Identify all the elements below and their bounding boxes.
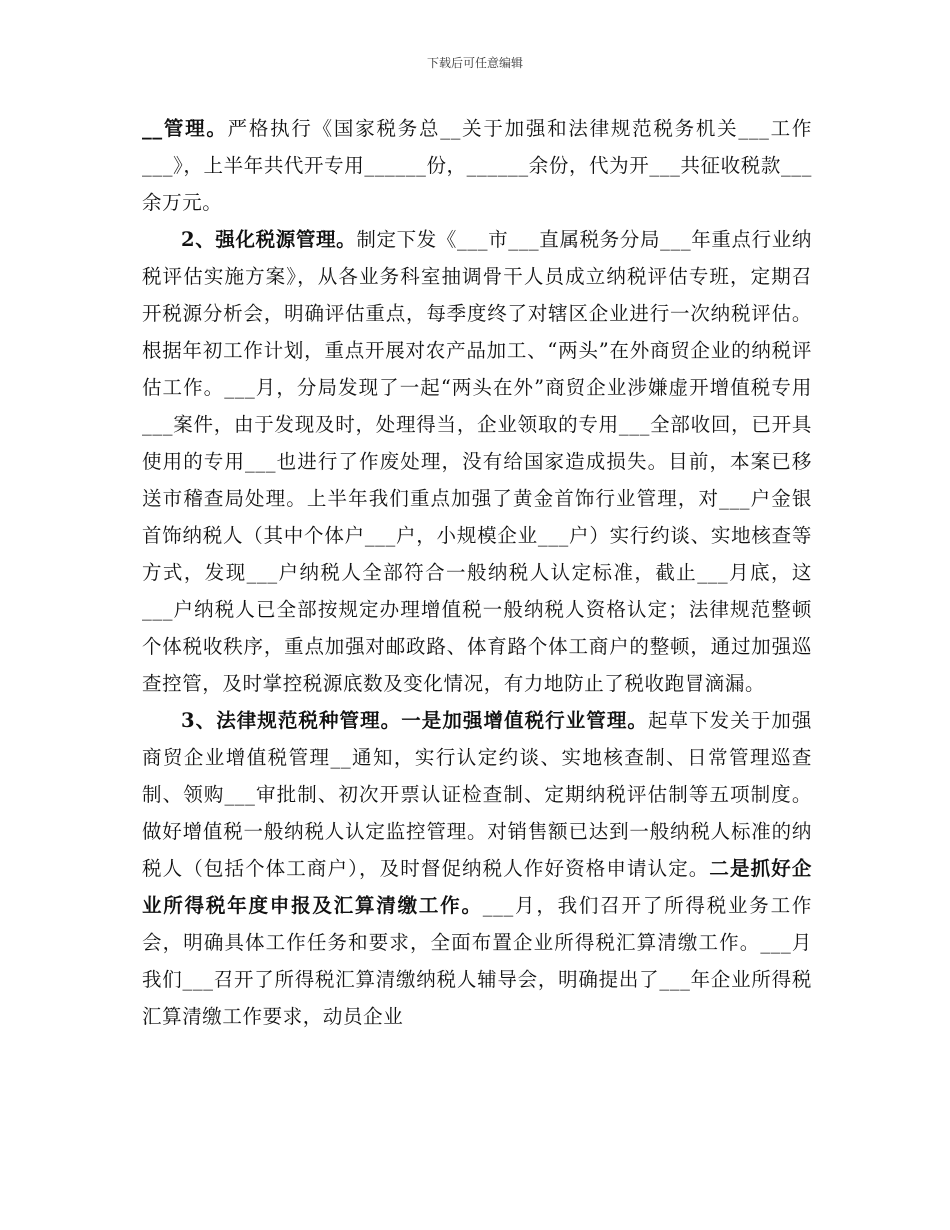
section-heading: 3、法律规范税种管理。一是加强增值税行业管理。: [181, 709, 648, 732]
paragraph-2: [142, 221, 812, 702]
text-segment: ___月，我们召开了所得税业务工作会，明确具体工作任务和要求，全面布置企业所得税汇算清缴工作。___月我们___召开了所得税汇算清缴纳税人辅导会，明确提出了___年企业所得税汇算清缴工作要求，动员企业: [142, 894, 813, 1028]
text-segment: __管理。: [142, 117, 228, 140]
page-header: 下载后可任意编辑: [426, 56, 523, 70]
document-body: [142, 110, 812, 1035]
subsection-heading: 二是抓好企业所得税年度申报及汇算清缴工作。: [142, 857, 812, 917]
text-segment: 起草下发关于加强商贸企业增值税管理__通知，实行认定约谈、实地核查制、日常管理巡查制、领购___审批制、初次开票认证检查制、定期纳税评估制等五项制度。做好增值税一般纳税人认定监控管理。对销售额已达到一般纳税人标准的纳税人（包括个体工商户），及时督促纳税人作好资格申请认定。: [142, 709, 812, 880]
text-segment: 制定下发《___市___直属税务分局___年重点行业纳税评估实施方案》，从各业务科室抽调骨干人员成立纳税评估专班，定期召开税源分析会，明确评估重点，每季度终了对辖区企业进行一次纳税评估。根据年初工作计划，重点开展对农产品加工、“两头”在外商贸企业的纳税评估工作。___月，分局发现了一起“两头在外”商贸企业涉嫌虚开增值税专用___案件，由于发现及时，处理得当，企业领取的专用___全部收回，已开具使用的专用___也进行了作废处理，没有给国家造成损失。目前，本案已移送市稽查局处理。上半年我们重点加强了黄金首饰行业管理，对___户金银首饰纳税人（其中个体户___户，小规模企业___户）实行约谈、实地核查等方式，发现___户纳税人全部符合一般纳税人认定标准，截止___月底，这___户纳税人已全部按规定办理增值税一般纳税人资格认定；法律规范整顿个体税收秩序，重点加强对邮政路、体育路个体工商户的整顿，通过加强巡查控管，及时掌控税源底数及变化情况，有力地防止了税收跑冒滴漏。: [142, 228, 813, 695]
paragraph-1: [142, 110, 812, 221]
text-segment: 严格执行《国家税务总__关于加强和法律规范税务机关___工作___》，上半年共代开专用______份，______余份，代为开___共征收税款___余万元。: [142, 117, 812, 214]
paragraph-3: [142, 702, 812, 1035]
section-heading: 2、强化税源管理。: [181, 228, 357, 251]
